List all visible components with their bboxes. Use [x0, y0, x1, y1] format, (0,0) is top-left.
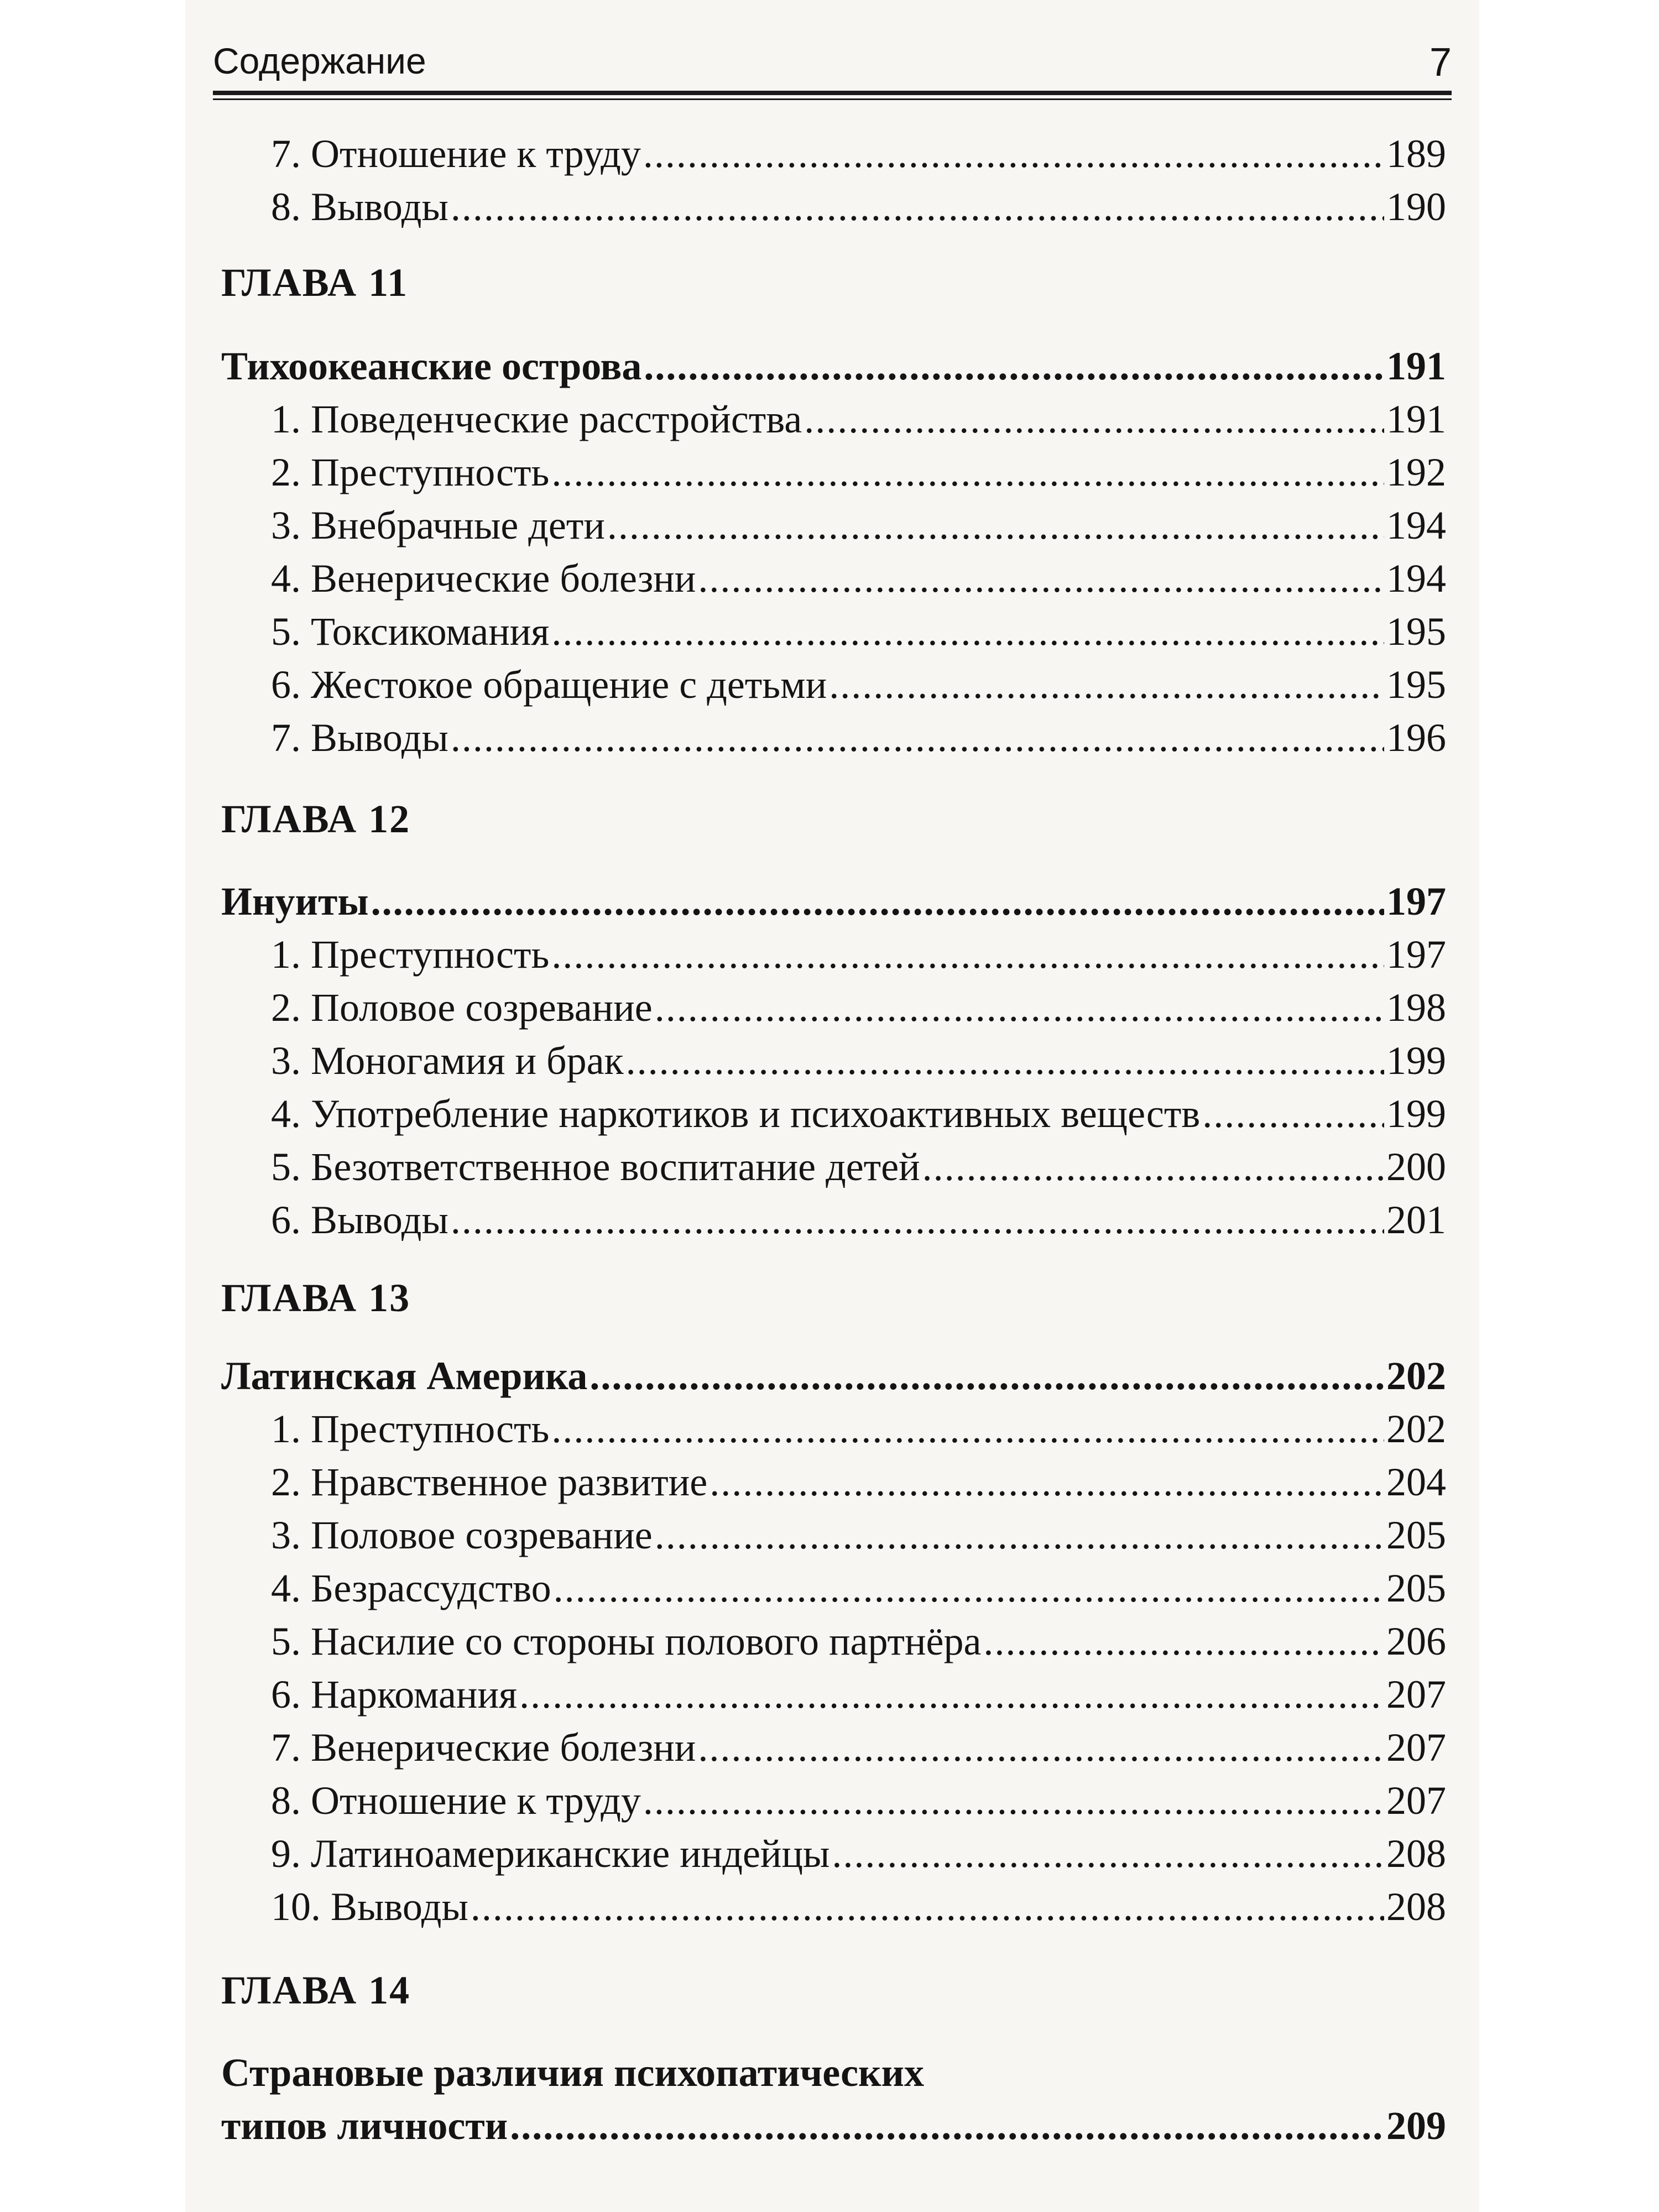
toc-entry-title: 9. Латиноамериканские индейцы [271, 1832, 830, 1876]
toc-entry-page: 205 [1386, 1513, 1446, 1557]
toc-entry-title: 6. Жестокое обращение с детьми [271, 662, 827, 707]
toc-entry-title: 3. Половое созревание [271, 1513, 653, 1557]
chapter-title-row [221, 340, 1446, 393]
toc-entry-title: 2. Преступность [271, 450, 550, 494]
chapter-title-row [221, 875, 1446, 928]
page-number: 7 [1429, 40, 1452, 85]
chapter-page: 197 [1386, 879, 1446, 924]
toc-entry-page: 208 [1386, 1832, 1446, 1876]
toc-entry [271, 1615, 1446, 1668]
toc-entry [271, 1880, 1446, 1933]
toc-entry-page: 189 [1386, 132, 1446, 176]
toc-entry-page: 195 [1386, 609, 1446, 654]
chapter-label: ГЛАВА 13 [221, 1276, 411, 1320]
toc-entry-title: 4. Безрассудство [271, 1566, 551, 1610]
chapter-title-line1: Страновые различия психопатических [221, 2051, 925, 2095]
toc-entry-title: 3. Моногамия и брак [271, 1039, 624, 1083]
toc-entry-title: 7. Отношение к труду [271, 132, 641, 176]
toc-entry-title: 2. Нравственное развитие [271, 1460, 708, 1504]
chapter-title: Тихоокеанские острова [221, 344, 642, 388]
toc-entry [271, 180, 1446, 233]
chapter-page: 209 [1386, 2104, 1446, 2148]
toc-entry-page: 201 [1386, 1198, 1446, 1242]
toc-entry [271, 1562, 1446, 1615]
toc-entry-page: 195 [1386, 662, 1446, 707]
page-header [213, 33, 1452, 88]
toc-entry-title: 10. Выводы [271, 1885, 468, 1929]
toc-entry-title: 5. Безответственное воспитание детей [271, 1145, 920, 1189]
chapter-page: 191 [1386, 344, 1446, 388]
chapter-label: ГЛАВА 11 [221, 260, 409, 305]
toc-entry-title: 6. Выводы [271, 1198, 448, 1242]
toc-entry-title: 3. Внебрачные дети [271, 503, 605, 547]
toc-entry-page: 202 [1386, 1407, 1446, 1451]
running-head: Содержание [213, 40, 426, 81]
toc-entry [271, 711, 1446, 764]
toc-entry-page: 207 [1386, 1725, 1446, 1770]
toc-entry-title: 8. Отношение к труду [271, 1778, 641, 1823]
toc-entry-title: 4. Употребление наркотиков и психоактивных веществ [271, 1092, 1201, 1136]
chapter-label: ГЛАВА 14 [221, 1968, 411, 2012]
chapter-title-row [221, 1349, 1446, 1402]
toc-entry [271, 1087, 1446, 1140]
chapter-title-row [221, 2099, 1446, 2152]
toc-entry [271, 127, 1446, 180]
toc-entry-title: 4. Венерические болезни [271, 556, 696, 601]
toc-entry-page: 200 [1386, 1145, 1446, 1189]
toc-entry [271, 981, 1446, 1034]
toc-entry [271, 552, 1446, 605]
toc-entry-page: 192 [1386, 450, 1446, 494]
toc-entry [271, 393, 1446, 446]
toc-entry [271, 605, 1446, 658]
toc-entry-page: 207 [1386, 1672, 1446, 1717]
toc-entry-title: 1. Преступность [271, 932, 550, 977]
toc-entry-title: 1. Поведенческие расстройства [271, 397, 802, 441]
toc-entry [271, 1509, 1446, 1562]
toc-entry [271, 1721, 1446, 1774]
toc-entry [271, 658, 1446, 711]
toc-entry-page: 196 [1386, 716, 1446, 760]
toc-entry-title: 1. Преступность [271, 1407, 550, 1451]
toc-entry [271, 1668, 1446, 1721]
toc-entry-title: 7. Венерические болезни [271, 1725, 696, 1770]
toc-entry [271, 928, 1446, 981]
toc-entry [271, 1774, 1446, 1827]
toc-entry-page: 205 [1386, 1566, 1446, 1610]
toc-entry [271, 1455, 1446, 1509]
toc-entry-page: 199 [1386, 1092, 1446, 1136]
toc-entry-title: 2. Половое созревание [271, 985, 653, 1030]
chapter-title-line2: типов личности [221, 2104, 508, 2148]
toc-entry [271, 446, 1446, 499]
toc-entry-title: 6. Наркомания [271, 1672, 518, 1717]
header-rule-thick [213, 91, 1452, 95]
toc-entry-title: 7. Выводы [271, 716, 448, 760]
chapter-title: Латинская Америка [221, 1354, 588, 1398]
toc-entry-page: 208 [1386, 1885, 1446, 1929]
toc-entry [271, 1827, 1446, 1880]
toc-entry-title: 5. Насилие со стороны полового партнёра [271, 1619, 982, 1663]
toc-entry-page: 204 [1386, 1460, 1446, 1504]
toc-entry-page: 197 [1386, 932, 1446, 977]
toc-entry-page: 199 [1386, 1039, 1446, 1083]
toc-entry-page: 194 [1386, 556, 1446, 601]
toc-entry-page: 198 [1386, 985, 1446, 1030]
toc-entry-title: 8. Выводы [271, 185, 448, 229]
toc-entry-page: 194 [1386, 503, 1446, 547]
chapter-page: 202 [1386, 1354, 1446, 1398]
header-rule-thin [213, 98, 1452, 100]
chapter-title: Инуиты [221, 879, 369, 924]
toc-entry [271, 1193, 1446, 1246]
toc-entry [271, 1140, 1446, 1193]
chapter-label: ГЛАВА 12 [221, 797, 411, 841]
toc-entry-page: 207 [1386, 1778, 1446, 1823]
toc-entry-title: 5. Токсикомания [271, 609, 550, 654]
toc-entry-page: 191 [1386, 397, 1446, 441]
toc-entry-page: 190 [1386, 185, 1446, 229]
toc-entry [271, 1402, 1446, 1455]
toc-entry [271, 499, 1446, 552]
toc-entry [271, 1034, 1446, 1087]
toc-entry-page: 206 [1386, 1619, 1446, 1663]
